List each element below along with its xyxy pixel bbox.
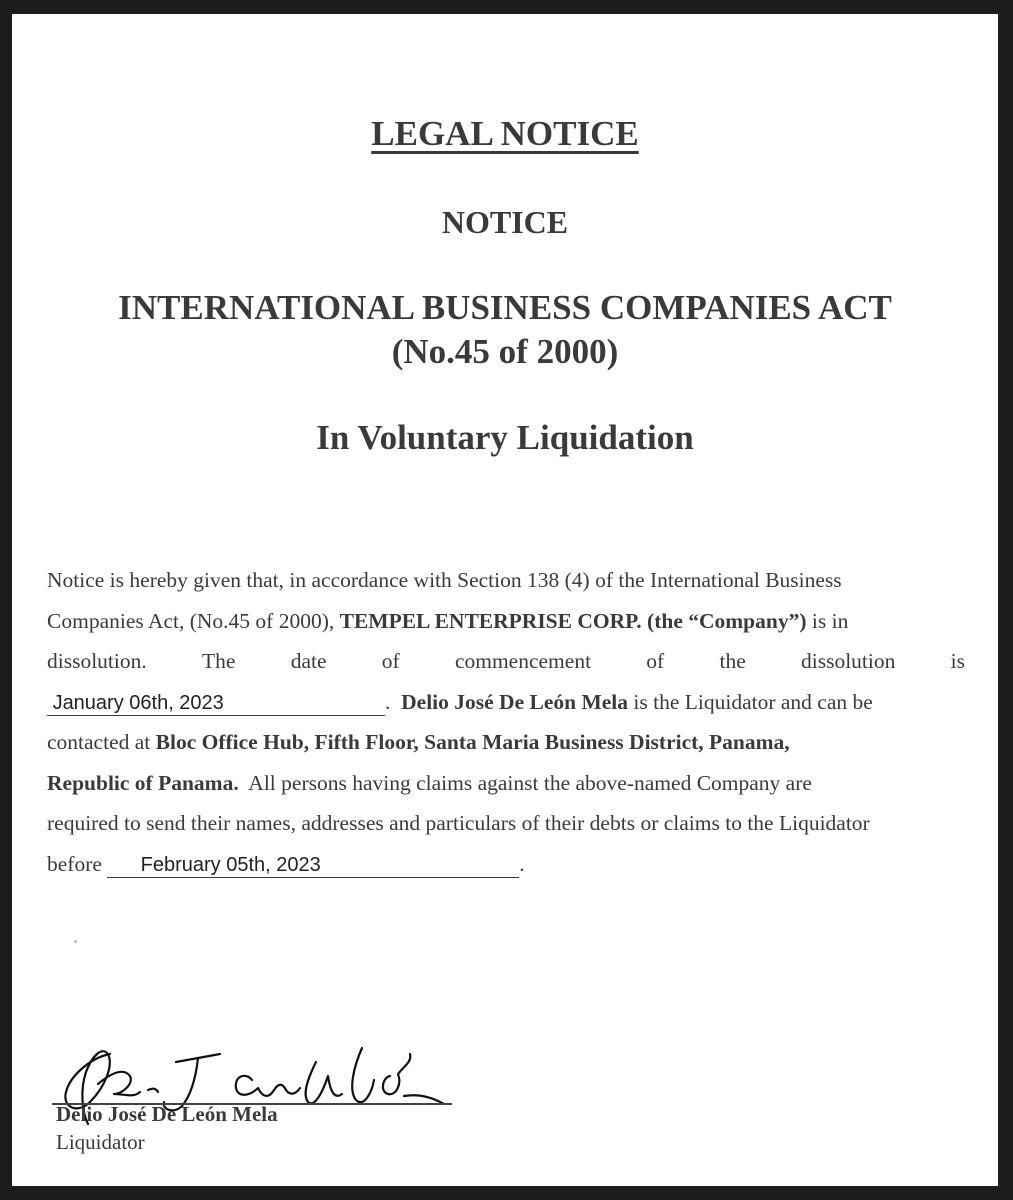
commencement-date-field: [47, 691, 385, 716]
word: dissolution: [801, 649, 896, 673]
body-line-5: [47, 722, 965, 763]
word: of: [381, 649, 400, 673]
word: dissolution.: [47, 649, 147, 673]
word: commencement: [454, 649, 592, 673]
word: is: [950, 649, 965, 673]
word: the: [719, 649, 746, 673]
body-line-1: Notice is hereby given that, in accordance with Section 138 (4) of the International Business: [47, 568, 842, 592]
body-line-7: required to send their names, addresses and particulars of their debts or claims to the Liquidator: [47, 811, 870, 835]
word: of: [646, 649, 665, 673]
word: date: [290, 649, 327, 673]
claims-notice: All persons having claims against the above-named Company are: [248, 770, 812, 795]
act-title-block: [12, 286, 998, 374]
act-number: (No.45 of 2000): [391, 332, 619, 371]
contact-lead: contacted at: [47, 730, 151, 754]
liquidator-name: Delio José De León Mela: [401, 689, 629, 714]
notice-heading: NOTICE: [441, 204, 569, 240]
body-line-6: [47, 763, 965, 804]
speck: [74, 940, 77, 943]
body-line-2-end: is in: [811, 608, 849, 633]
commencement-date: January 06th, 2023: [52, 691, 224, 714]
body-line-4: January 06th, 2023 . Delio José De León Mela is the Liquidator and can be: [47, 682, 965, 723]
claims-deadline-field: [107, 853, 519, 878]
claims-deadline: February 05th, 2023: [140, 853, 321, 876]
body-line-8: before February 05th, 2023 .: [47, 851, 525, 876]
act-reference: Companies Act, (No.45 of 2000),: [47, 608, 335, 633]
act-title: INTERNATIONAL BUSINESS COMPANIES ACT: [118, 288, 892, 327]
address-line-2: Republic of Panama.: [47, 770, 239, 795]
before-label: before: [47, 851, 102, 876]
legal-notice-page: [12, 14, 998, 1186]
signer-name: Delio José De León Mela: [56, 1102, 278, 1126]
body-line-2: [47, 601, 965, 642]
company-name: TEMPEL ENTERPRISE CORP. (the “Company”): [339, 608, 807, 633]
legal-notice-heading: LEGAL NOTICE: [371, 114, 639, 153]
body-line-3: [47, 641, 965, 682]
signer-role: Liquidator: [56, 1130, 145, 1154]
address-line-1: Bloc Office Hub, Fifth Floor, Santa Maria Business District, Panama,: [155, 730, 790, 754]
liquidation-status: In Voluntary Liquidation: [316, 418, 694, 457]
notice-body: [47, 560, 965, 884]
body-line-4-end: is the Liquidator and can be: [633, 689, 873, 714]
word: The: [202, 649, 236, 673]
